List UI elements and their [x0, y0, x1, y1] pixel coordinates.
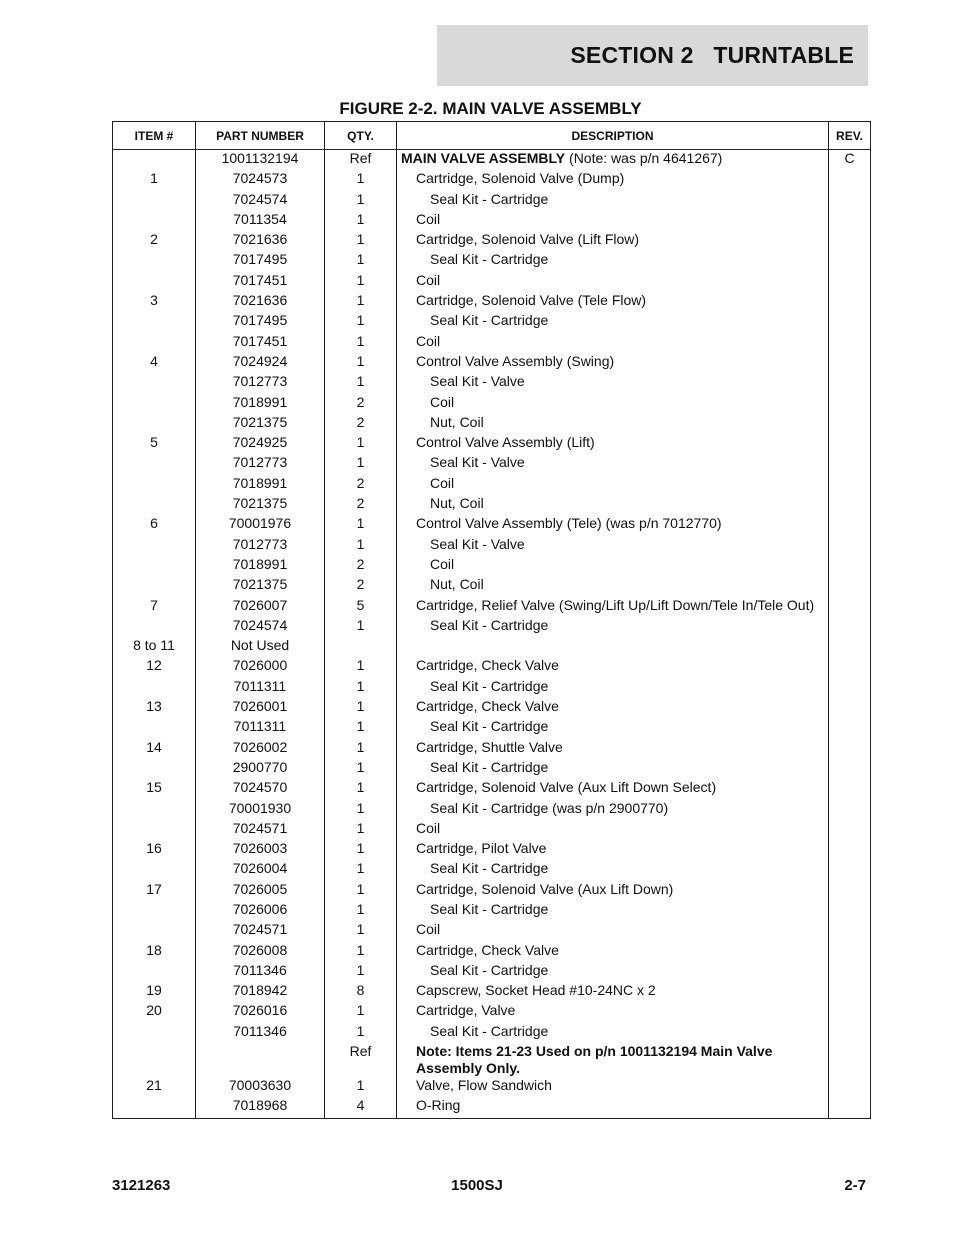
cell-item: 4 [113, 353, 196, 373]
cell-qty: 5 [325, 597, 397, 617]
cell-description: Coil [397, 556, 829, 576]
cell-rev [829, 597, 871, 617]
cell-description: Coil [397, 820, 829, 840]
table-row [113, 272, 871, 292]
cell-part-number: 7018942 [196, 982, 325, 1002]
table-row [113, 1043, 871, 1077]
cell-qty: 1 [325, 942, 397, 962]
cell-qty: 1 [325, 434, 397, 454]
cell-item [113, 373, 196, 393]
cell-part-number: 7011311 [196, 678, 325, 698]
cell-rev [829, 353, 871, 373]
cell-description [397, 637, 829, 657]
cell-item [113, 312, 196, 332]
cell-part-number: 2900770 [196, 759, 325, 779]
cell-part-number: 7024571 [196, 921, 325, 941]
cell-part-number: 7026006 [196, 901, 325, 921]
cell-rev [829, 414, 871, 434]
table-row [113, 678, 871, 698]
cell-qty: 1 [325, 312, 397, 332]
cell-item [113, 414, 196, 434]
cell-rev [829, 637, 871, 657]
cell-part-number: 7024924 [196, 353, 325, 373]
cell-qty: 1 [325, 1023, 397, 1043]
table-row [113, 921, 871, 941]
cell-part-number: 7011346 [196, 962, 325, 982]
table-row [113, 698, 871, 718]
cell-item: 18 [113, 942, 196, 962]
column-header-part-number: PART NUMBER [196, 122, 325, 150]
cell-qty: 1 [325, 698, 397, 718]
cell-description: Cartridge, Shuttle Valve [397, 739, 829, 759]
cell-part-number: 7018968 [196, 1097, 325, 1118]
cell-rev [829, 860, 871, 880]
table-row [113, 251, 871, 271]
cell-description: Coil [397, 333, 829, 353]
cell-qty: 2 [325, 475, 397, 495]
cell-part-number: 7026000 [196, 657, 325, 677]
cell-rev [829, 698, 871, 718]
cell-part-number: 7024571 [196, 820, 325, 840]
cell-item [113, 921, 196, 941]
cell-rev [829, 434, 871, 454]
cell-item [113, 860, 196, 880]
cell-part-number: 7024570 [196, 779, 325, 799]
cell-rev [829, 881, 871, 901]
cell-rev [829, 800, 871, 820]
table-row [113, 211, 871, 231]
cell-item [113, 576, 196, 596]
cell-part-number: 7026008 [196, 942, 325, 962]
cell-part-number [196, 1043, 325, 1077]
table-row [113, 394, 871, 414]
cell-qty: 1 [325, 921, 397, 941]
cell-part-number: 7017495 [196, 312, 325, 332]
cell-item: 7 [113, 597, 196, 617]
cell-description: Seal Kit - Cartridge [397, 1023, 829, 1043]
cell-item [113, 536, 196, 556]
table-row [113, 759, 871, 779]
cell-description: Seal Kit - Valve [397, 536, 829, 556]
table-row-assembly [113, 150, 871, 171]
cell-qty: 1 [325, 759, 397, 779]
cell-description: Seal Kit - Cartridge [397, 251, 829, 271]
cell-item: 14 [113, 739, 196, 759]
cell-part-number: 7011311 [196, 718, 325, 738]
cell-item [113, 495, 196, 515]
cell-qty: 1 [325, 211, 397, 231]
table-row [113, 597, 871, 617]
cell-item [113, 251, 196, 271]
cell-description: Coil [397, 272, 829, 292]
footer-page-number: 2-7 [844, 1177, 866, 1194]
table-row [113, 536, 871, 556]
table-row [113, 373, 871, 393]
cell-item [113, 1023, 196, 1043]
cell-rev [829, 495, 871, 515]
cell-qty: 1 [325, 1002, 397, 1022]
cell-rev [829, 718, 871, 738]
cell-description: Cartridge, Solenoid Valve (Tele Flow) [397, 292, 829, 312]
cell-part-number: 1001132194 [196, 150, 325, 171]
cell-item: 15 [113, 779, 196, 799]
cell-qty: 1 [325, 800, 397, 820]
cell-qty: 1 [325, 678, 397, 698]
cell-description: Cartridge, Relief Valve (Swing/Lift Up/Lift Down/Tele In/Tele Out) [397, 597, 829, 617]
cell-rev [829, 312, 871, 332]
cell-rev [829, 272, 871, 292]
cell-qty: 2 [325, 576, 397, 596]
table-row [113, 1097, 871, 1118]
cell-part-number: 7011354 [196, 211, 325, 231]
cell-rev [829, 1077, 871, 1097]
column-header-item: ITEM # [113, 122, 196, 150]
cell-qty: 2 [325, 394, 397, 414]
cell-qty: 1 [325, 901, 397, 921]
cell-part-number: 7018991 [196, 556, 325, 576]
cell-description: Coil [397, 394, 829, 414]
cell-description: Nut, Coil [397, 414, 829, 434]
table-row [113, 881, 871, 901]
table-row [113, 434, 871, 454]
table-row [113, 739, 871, 759]
cell-item [113, 272, 196, 292]
cell-description: Cartridge, Check Valve [397, 942, 829, 962]
table-row [113, 1077, 871, 1097]
table-row [113, 800, 871, 820]
cell-description: Seal Kit - Cartridge [397, 860, 829, 880]
table-row [113, 637, 871, 657]
cell-description: Control Valve Assembly (Tele) (was p/n 7012770) [397, 515, 829, 535]
cell-rev [829, 739, 871, 759]
cell-description: Seal Kit - Cartridge [397, 962, 829, 982]
cell-part-number: Not Used [196, 637, 325, 657]
cell-rev [829, 901, 871, 921]
cell-item [113, 191, 196, 211]
table-row [113, 860, 871, 880]
cell-description: Seal Kit - Valve [397, 373, 829, 393]
cell-part-number: 7011346 [196, 1023, 325, 1043]
cell-part-number: 7012773 [196, 373, 325, 393]
table-row [113, 312, 871, 332]
cell-rev [829, 536, 871, 556]
cell-description: Cartridge, Check Valve [397, 657, 829, 677]
cell-description: Seal Kit - Cartridge [397, 617, 829, 637]
cell-item [113, 1097, 196, 1118]
cell-part-number: 7024574 [196, 617, 325, 637]
table-row [113, 1023, 871, 1043]
cell-item: 16 [113, 840, 196, 860]
table-row [113, 901, 871, 921]
cell-item: 19 [113, 982, 196, 1002]
cell-qty: 1 [325, 820, 397, 840]
cell-qty: 1 [325, 231, 397, 251]
cell-description: Coil [397, 921, 829, 941]
cell-part-number: 7024574 [196, 191, 325, 211]
cell-item: 6 [113, 515, 196, 535]
cell-rev [829, 556, 871, 576]
cell-description: Seal Kit - Cartridge (was p/n 2900770) [397, 800, 829, 820]
cell-qty: 2 [325, 414, 397, 434]
cell-rev [829, 1043, 871, 1077]
cell-qty: 1 [325, 272, 397, 292]
table-row [113, 1002, 871, 1022]
table-row [113, 495, 871, 515]
cell-item [113, 678, 196, 698]
cell-rev [829, 515, 871, 535]
cell-rev [829, 840, 871, 860]
cell-description: Seal Kit - Cartridge [397, 759, 829, 779]
cell-description: Cartridge, Valve [397, 1002, 829, 1022]
cell-qty: 1 [325, 515, 397, 535]
cell-part-number: 7026003 [196, 840, 325, 860]
cell-rev [829, 475, 871, 495]
table-header-row [113, 122, 871, 150]
cell-item: 17 [113, 881, 196, 901]
cell-part-number: 70003630 [196, 1077, 325, 1097]
cell-rev [829, 962, 871, 982]
cell-qty: 2 [325, 556, 397, 576]
cell-rev [829, 942, 871, 962]
assembly-name: MAIN VALVE ASSEMBLY [401, 150, 566, 166]
cell-part-number: 70001976 [196, 515, 325, 535]
cell-qty: 1 [325, 170, 397, 190]
cell-item [113, 962, 196, 982]
table-row [113, 231, 871, 251]
cell-item [113, 617, 196, 637]
cell-part-number: 7017451 [196, 272, 325, 292]
cell-qty: 1 [325, 657, 397, 677]
cell-rev [829, 454, 871, 474]
cell-rev [829, 576, 871, 596]
cell-description: Seal Kit - Cartridge [397, 191, 829, 211]
cell-description: O-Ring [397, 1097, 829, 1118]
cell-description: Cartridge, Solenoid Valve (Dump) [397, 170, 829, 190]
cell-item [113, 454, 196, 474]
cell-qty: 1 [325, 191, 397, 211]
table-row [113, 840, 871, 860]
cell-item [113, 718, 196, 738]
cell-item [113, 394, 196, 414]
cell-item: 13 [113, 698, 196, 718]
cell-qty: 1 [325, 333, 397, 353]
cell-item: 2 [113, 231, 196, 251]
column-header-qty: QTY. [325, 122, 397, 150]
cell-part-number: 7026001 [196, 698, 325, 718]
cell-part-number: 7024573 [196, 170, 325, 190]
section-banner [437, 25, 868, 86]
cell-description: Control Valve Assembly (Lift) [397, 434, 829, 454]
cell-item [113, 556, 196, 576]
footer-model: 1500SJ [451, 1177, 503, 1194]
cell-description: Control Valve Assembly (Swing) [397, 353, 829, 373]
cell-rev [829, 251, 871, 271]
table-row [113, 779, 871, 799]
cell-item [113, 901, 196, 921]
cell-rev [829, 759, 871, 779]
cell-part-number: 7012773 [196, 536, 325, 556]
cell-part-number: 7017495 [196, 251, 325, 271]
cell-item [113, 800, 196, 820]
cell-item [113, 333, 196, 353]
cell-rev [829, 657, 871, 677]
cell-description: Seal Kit - Cartridge [397, 312, 829, 332]
cell-part-number: 7026007 [196, 597, 325, 617]
cell-part-number: 7021636 [196, 231, 325, 251]
cell-qty: 1 [325, 292, 397, 312]
cell-qty: 1 [325, 718, 397, 738]
column-header-rev: REV. [829, 122, 871, 150]
cell-rev [829, 1097, 871, 1118]
cell-part-number: 7021375 [196, 414, 325, 434]
cell-rev [829, 211, 871, 231]
cell-rev [829, 678, 871, 698]
cell-description: Cartridge, Solenoid Valve (Aux Lift Down) [397, 881, 829, 901]
cell-rev [829, 333, 871, 353]
cell-item: 8 to 11 [113, 637, 196, 657]
cell-description: Coil [397, 211, 829, 231]
cell-item: 3 [113, 292, 196, 312]
table-row [113, 454, 871, 474]
cell-description: Seal Kit - Valve [397, 454, 829, 474]
cell-description: Valve, Flow Sandwich [397, 1077, 829, 1097]
table-row [113, 191, 871, 211]
cell-qty: 1 [325, 353, 397, 373]
parts-table [112, 121, 871, 1119]
cell-description: Cartridge, Solenoid Valve (Aux Lift Down Select) [397, 779, 829, 799]
cell-rev [829, 292, 871, 312]
cell-description: Nut, Coil [397, 495, 829, 515]
cell-description: Seal Kit - Cartridge [397, 678, 829, 698]
cell-part-number: 7026004 [196, 860, 325, 880]
cell-rev [829, 779, 871, 799]
cell-qty: 1 [325, 536, 397, 556]
cell-qty: 1 [325, 962, 397, 982]
figure-title: FIGURE 2-2. MAIN VALVE ASSEMBLY [339, 99, 642, 118]
cell-qty: 1 [325, 739, 397, 759]
cell-description: Cartridge, Solenoid Valve (Lift Flow) [397, 231, 829, 251]
cell-rev [829, 231, 871, 251]
table-row [113, 820, 871, 840]
table-row [113, 353, 871, 373]
cell-part-number: 7026016 [196, 1002, 325, 1022]
cell-description [397, 150, 829, 171]
cell-description: Seal Kit - Cartridge [397, 718, 829, 738]
cell-part-number: 7018991 [196, 475, 325, 495]
cell-part-number: 7024925 [196, 434, 325, 454]
cell-qty [325, 637, 397, 657]
cell-item: 1 [113, 170, 196, 190]
cell-rev [829, 191, 871, 211]
cell-rev [829, 1023, 871, 1043]
cell-item: 5 [113, 434, 196, 454]
cell-rev [829, 170, 871, 190]
cell-rev [829, 617, 871, 637]
cell-part-number: 7018991 [196, 394, 325, 414]
cell-rev [829, 982, 871, 1002]
table-row [113, 617, 871, 637]
cell-qty: Ref [325, 1043, 397, 1077]
table-row [113, 475, 871, 495]
cell-qty: 8 [325, 982, 397, 1002]
cell-description: Coil [397, 475, 829, 495]
table-row [113, 292, 871, 312]
cell-part-number: 70001930 [196, 800, 325, 820]
cell-qty: 1 [325, 1077, 397, 1097]
cell-item [113, 820, 196, 840]
table-row [113, 414, 871, 434]
cell-part-number: 7026002 [196, 739, 325, 759]
cell-qty: 1 [325, 840, 397, 860]
table-row [113, 657, 871, 677]
cell-rev [829, 1002, 871, 1022]
cell-qty: 1 [325, 373, 397, 393]
cell-qty: 1 [325, 779, 397, 799]
cell-part-number: 7017451 [196, 333, 325, 353]
table-row [113, 718, 871, 738]
cell-qty: 1 [325, 617, 397, 637]
cell-rev [829, 373, 871, 393]
cell-item: 12 [113, 657, 196, 677]
cell-description: Cartridge, Pilot Valve [397, 840, 829, 860]
cell-qty: 1 [325, 881, 397, 901]
cell-description: Capscrew, Socket Head #10-24NC x 2 [397, 982, 829, 1002]
cell-rev [829, 921, 871, 941]
table-row [113, 515, 871, 535]
table-row [113, 170, 871, 190]
table-row [113, 333, 871, 353]
cell-item: 20 [113, 1002, 196, 1022]
cell-rev [829, 394, 871, 414]
table-row [113, 982, 871, 1002]
cell-item [113, 211, 196, 231]
cell-rev: C [829, 150, 871, 171]
cell-item [113, 759, 196, 779]
cell-item: 21 [113, 1077, 196, 1097]
table-row [113, 962, 871, 982]
cell-description: Note: Items 21-23 Used on p/n 1001132194 Main Valve Assembly Only. [397, 1043, 829, 1077]
cell-part-number: 7026005 [196, 881, 325, 901]
assembly-note: (Note: was p/n 4641267) [565, 150, 723, 166]
cell-item [113, 475, 196, 495]
cell-description: Seal Kit - Cartridge [397, 901, 829, 921]
cell-qty: Ref [325, 150, 397, 171]
cell-part-number: 7021375 [196, 576, 325, 596]
column-header-description: DESCRIPTION [397, 122, 829, 150]
cell-rev [829, 820, 871, 840]
cell-part-number: 7021375 [196, 495, 325, 515]
table-row [113, 576, 871, 596]
cell-qty: 1 [325, 251, 397, 271]
cell-qty: 1 [325, 454, 397, 474]
table-row [113, 556, 871, 576]
cell-description: Nut, Coil [397, 576, 829, 596]
cell-item [113, 1043, 196, 1077]
cell-part-number: 7021636 [196, 292, 325, 312]
cell-part-number: 7012773 [196, 454, 325, 474]
table-row [113, 942, 871, 962]
cell-qty: 4 [325, 1097, 397, 1118]
cell-qty: 2 [325, 495, 397, 515]
cell-item [113, 150, 196, 171]
section-title: SECTION 2 TURNTABLE [570, 42, 854, 68]
footer-document-number: 3121263 [112, 1177, 171, 1194]
cell-qty: 1 [325, 860, 397, 880]
cell-description: Cartridge, Check Valve [397, 698, 829, 718]
